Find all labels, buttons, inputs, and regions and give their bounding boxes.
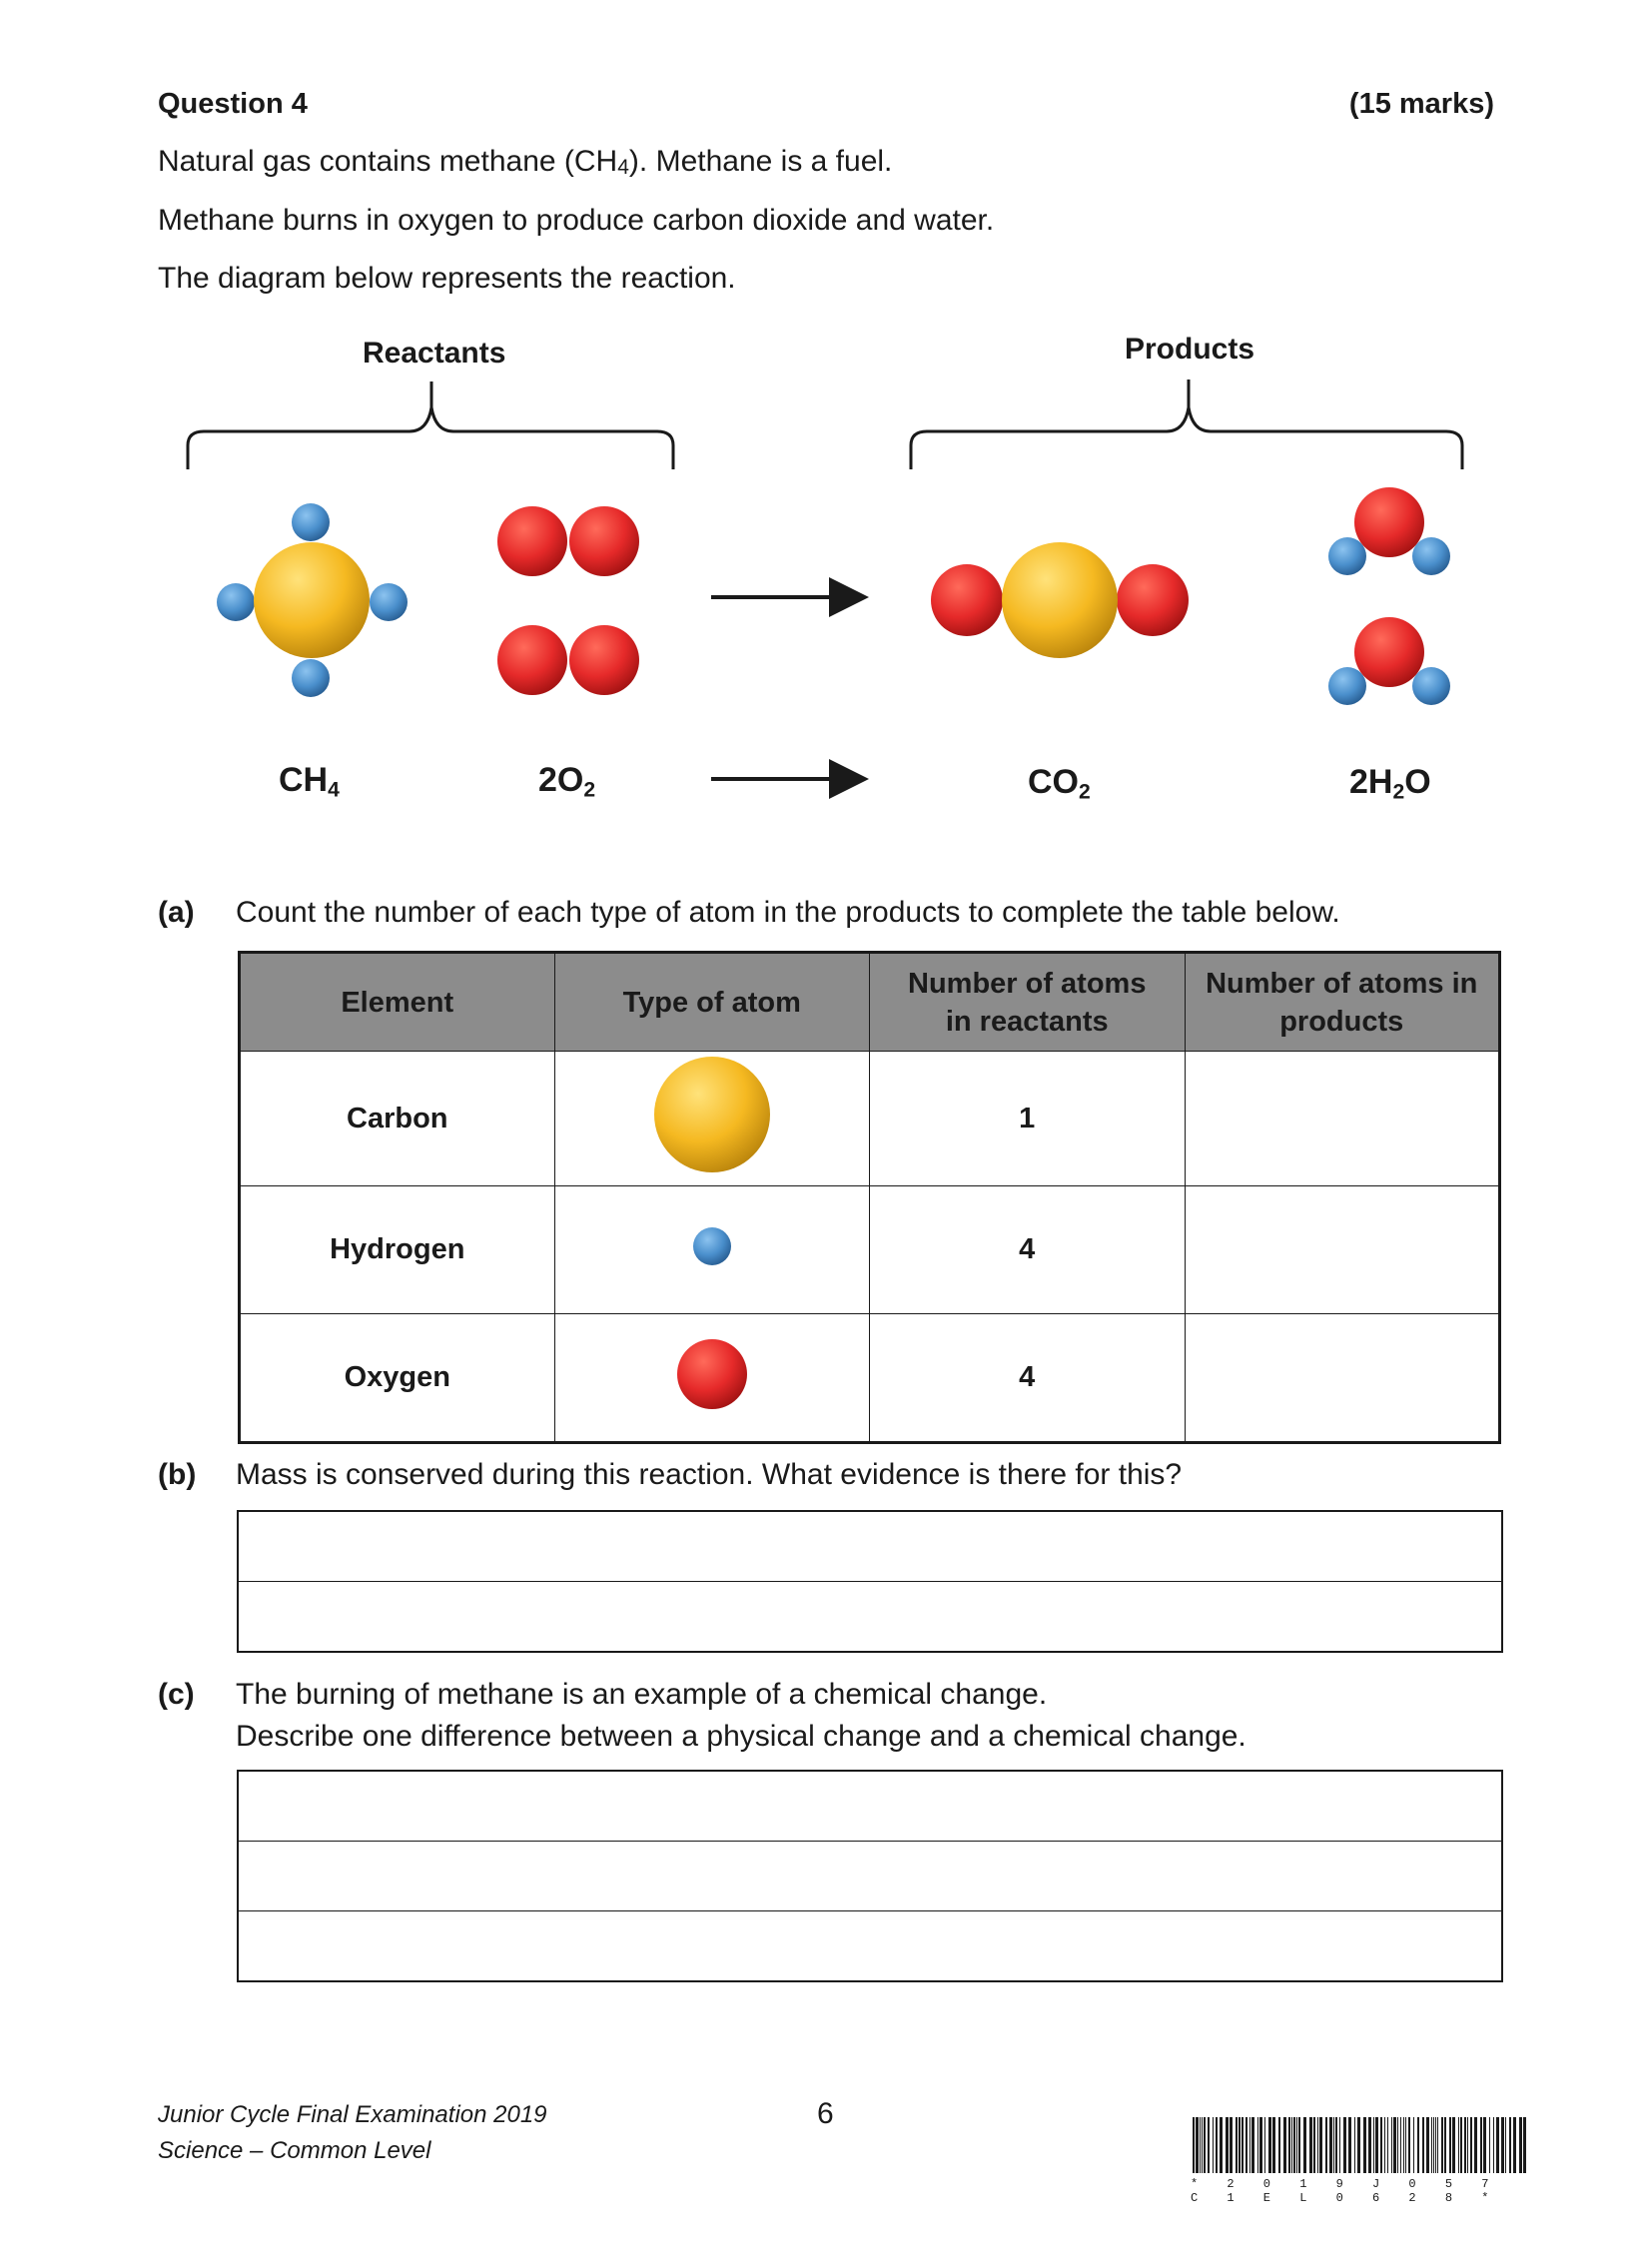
barcode-bar xyxy=(1441,2117,1443,2173)
barcode-bar xyxy=(1291,2117,1292,2173)
barcode-bar xyxy=(1216,2117,1218,2173)
reactants-bracket xyxy=(188,407,673,469)
reactant-count: 4 xyxy=(870,1314,1186,1443)
part-c-line-2: Describe one difference between a physical change and a chemical change. xyxy=(236,1720,1246,1753)
reactant-count: 4 xyxy=(870,1186,1186,1314)
barcode-bar xyxy=(1196,2117,1199,2173)
products-label: Products xyxy=(1125,333,1255,366)
barcode-bar xyxy=(1470,2117,1472,2173)
barcode-bar xyxy=(1397,2117,1398,2173)
formula-methane-main: CH xyxy=(279,761,329,799)
barcode-bar xyxy=(1496,2117,1499,2173)
header-type-of-atom: Type of atom xyxy=(554,953,870,1052)
answer-line[interactable] xyxy=(239,1582,1501,1651)
barcode-bar xyxy=(1204,2117,1206,2173)
barcode-bar xyxy=(1264,2117,1265,2173)
footer-subject: Science – Common Level xyxy=(158,2137,431,2164)
barcode-bar xyxy=(1437,2117,1438,2173)
barcode-bar xyxy=(1480,2117,1482,2173)
barcode-bar xyxy=(1513,2117,1516,2173)
barcode-bar xyxy=(1251,2117,1254,2173)
formula-methane-sub: 4 xyxy=(328,778,340,802)
barcode-bar xyxy=(1288,2117,1290,2173)
barcode-bar xyxy=(1449,2117,1451,2173)
barcode-bar xyxy=(1230,2117,1233,2173)
barcode-bar xyxy=(1384,2117,1385,2173)
barcode-bar xyxy=(1373,2117,1374,2173)
barcode-bar xyxy=(1501,2117,1504,2173)
barcode-bar xyxy=(1458,2117,1459,2173)
barcode-bar xyxy=(1391,2117,1392,2173)
reactants-label: Reactants xyxy=(363,337,506,370)
formula-oxygen xyxy=(538,761,595,802)
barcode-bar xyxy=(1293,2117,1295,2173)
formula-carbon-dioxide xyxy=(1028,763,1091,804)
part-c-line-1: The burning of methane is an example of a chemical change. xyxy=(236,1678,1048,1711)
barcode-bar xyxy=(1452,2117,1455,2173)
barcode-bar xyxy=(1380,2117,1382,2173)
barcode-bar xyxy=(1220,2117,1223,2173)
reactant-count: 1 xyxy=(870,1052,1186,1186)
barcode-bar xyxy=(1489,2117,1490,2173)
header-atoms-in-products: Number of atoms in products xyxy=(1185,953,1500,1052)
intro-line-2: Methane burns in oxygen to produce carbon dioxide and water. xyxy=(158,204,995,237)
part-c-label: (c) xyxy=(158,1678,195,1711)
barcode-bar xyxy=(1474,2117,1477,2173)
barcode-bar xyxy=(1339,2117,1340,2173)
barcode-bar xyxy=(1408,2117,1410,2173)
barcode-bar xyxy=(1435,2117,1436,2173)
part-b-answer-box[interactable] xyxy=(237,1510,1503,1653)
atom-cell xyxy=(554,1186,870,1314)
product-count-answer[interactable] xyxy=(1185,1052,1500,1186)
barcode-bar xyxy=(1259,2117,1262,2173)
answer-line[interactable] xyxy=(239,1772,1501,1842)
header-element: Element xyxy=(240,953,555,1052)
barcode-bar xyxy=(1283,2117,1286,2173)
products-bracket xyxy=(911,407,1462,469)
part-a-text: Count the number of each type of atom in the products to complete the table below. xyxy=(236,896,1340,929)
barcode-bar xyxy=(1417,2117,1419,2173)
barcode-bar xyxy=(1343,2117,1346,2173)
question-title: Question 4 xyxy=(158,88,308,120)
intro-line-3: The diagram below represents the reaction. xyxy=(158,262,736,295)
barcode-bar xyxy=(1241,2117,1243,2173)
barcode-text: * 2 0 1 9 J 0 5 7 C 1 E L 0 6 2 8 * xyxy=(1191,2177,1500,2205)
answer-line[interactable] xyxy=(239,1512,1501,1582)
barcode-icon xyxy=(1191,2117,1530,2175)
part-b-text: Mass is conserved during this reaction. What evidence is there for this? xyxy=(236,1458,1183,1491)
barcode-bar xyxy=(1335,2117,1337,2173)
barcode-bar xyxy=(1200,2117,1201,2173)
barcode-bar xyxy=(1319,2117,1322,2173)
formula-water-tail: O xyxy=(1404,763,1431,801)
intro-line-1-post: ). Methane is a fuel. xyxy=(628,145,893,178)
barcode-bar xyxy=(1493,2117,1494,2173)
table-row xyxy=(240,1186,1500,1314)
table-header-row xyxy=(240,953,1500,1052)
barcode-bar xyxy=(1239,2117,1240,2173)
barcode-bar xyxy=(1523,2117,1526,2173)
barcode-bar xyxy=(1403,2117,1404,2173)
element-name: Carbon xyxy=(240,1052,555,1186)
barcode-bar xyxy=(1400,2117,1401,2173)
carbon-dioxide-molecule xyxy=(931,542,1189,658)
barcode-bar xyxy=(1208,2117,1210,2173)
product-count-answer[interactable] xyxy=(1185,1186,1500,1314)
answer-line[interactable] xyxy=(239,1842,1501,1911)
barcode-bar xyxy=(1249,2117,1250,2173)
methane-molecule xyxy=(217,503,408,697)
barcode-bar xyxy=(1333,2117,1334,2173)
atom-cell xyxy=(554,1314,870,1443)
answer-line[interactable] xyxy=(239,1911,1501,1980)
barcode-bar xyxy=(1245,2117,1247,2173)
table-row xyxy=(240,1314,1500,1443)
atom-cell xyxy=(554,1052,870,1186)
formula-water-sub: 2 xyxy=(1392,780,1405,804)
formula-oxygen-sub: 2 xyxy=(583,778,596,802)
barcode-bar xyxy=(1505,2117,1506,2173)
part-b-label: (b) xyxy=(158,1458,197,1491)
barcode-bar xyxy=(1431,2117,1432,2173)
barcode-bar xyxy=(1226,2117,1229,2173)
barcode-bar xyxy=(1313,2117,1315,2173)
table-row xyxy=(240,1052,1500,1186)
barcode-bar xyxy=(1193,2117,1195,2173)
barcode-bar xyxy=(1317,2117,1318,2173)
carbon-atom-icon xyxy=(650,1053,774,1176)
footer-exam: Junior Cycle Final Examination 2019 xyxy=(158,2101,547,2128)
barcode-bar xyxy=(1413,2117,1414,2173)
barcode-bar xyxy=(1444,2117,1446,2173)
barcode-bar xyxy=(1329,2117,1332,2173)
barcode-bar xyxy=(1422,2117,1424,2173)
atom-count-table xyxy=(238,951,1501,1444)
barcode-bar xyxy=(1296,2117,1297,2173)
barcode-bar xyxy=(1387,2117,1388,2173)
barcode-bar xyxy=(1298,2117,1300,2173)
barcode-bar xyxy=(1426,2117,1429,2173)
formula-methane xyxy=(279,761,340,802)
barcode-bar xyxy=(1354,2117,1355,2173)
barcode-bar xyxy=(1519,2117,1522,2173)
barcode-bar xyxy=(1375,2117,1378,2173)
product-count-answer[interactable] xyxy=(1185,1314,1500,1443)
formula-oxygen-main: 2O xyxy=(538,761,584,799)
barcode-bar xyxy=(1272,2117,1275,2173)
barcode-bar xyxy=(1303,2117,1306,2173)
barcode-bar xyxy=(1236,2117,1238,2173)
question-marks: (15 marks) xyxy=(1348,88,1494,120)
barcode-bar xyxy=(1405,2117,1406,2173)
barcode-bar xyxy=(1278,2117,1280,2173)
barcode-bar xyxy=(1268,2117,1271,2173)
element-name: Hydrogen xyxy=(240,1186,555,1314)
barcode-bar xyxy=(1460,2117,1462,2173)
intro-line-1-text: Natural gas contains methane (CH xyxy=(158,145,618,178)
oxygen-atom-icon xyxy=(675,1337,749,1411)
barcode-bar xyxy=(1357,2117,1360,2173)
formula-co2-sub: 2 xyxy=(1079,780,1091,804)
barcode-bar xyxy=(1309,2117,1312,2173)
header-atoms-in-reactants: Number of atoms in reactants xyxy=(870,953,1186,1052)
barcode-bar xyxy=(1202,2117,1203,2173)
element-name: Oxygen xyxy=(240,1314,555,1443)
barcode-bar xyxy=(1325,2117,1327,2173)
barcode-bar xyxy=(1509,2117,1511,2173)
formula-water xyxy=(1349,763,1431,804)
part-c-answer-box[interactable] xyxy=(237,1770,1503,1982)
barcode-bar xyxy=(1348,2117,1351,2173)
hydrogen-atom-icon xyxy=(692,1226,732,1266)
barcode-bar xyxy=(1464,2117,1466,2173)
barcode-bar xyxy=(1257,2117,1258,2173)
barcode-bar xyxy=(1467,2117,1468,2173)
barcode-bar xyxy=(1363,2117,1366,2173)
barcode-bar xyxy=(1393,2117,1396,2173)
page-number: 6 xyxy=(817,2097,834,2130)
formula-co2-main: CO xyxy=(1028,763,1079,801)
oxygen-molecules xyxy=(497,506,639,695)
water-molecules xyxy=(1328,487,1450,705)
barcode-bar xyxy=(1368,2117,1371,2173)
barcode-bar xyxy=(1433,2117,1434,2173)
intro-line-1-sub: 4 xyxy=(617,156,629,180)
formula-water-main: 2H xyxy=(1349,763,1393,801)
barcode-bar xyxy=(1483,2117,1486,2173)
part-a-label: (a) xyxy=(158,896,195,929)
barcode-bar xyxy=(1213,2117,1214,2173)
